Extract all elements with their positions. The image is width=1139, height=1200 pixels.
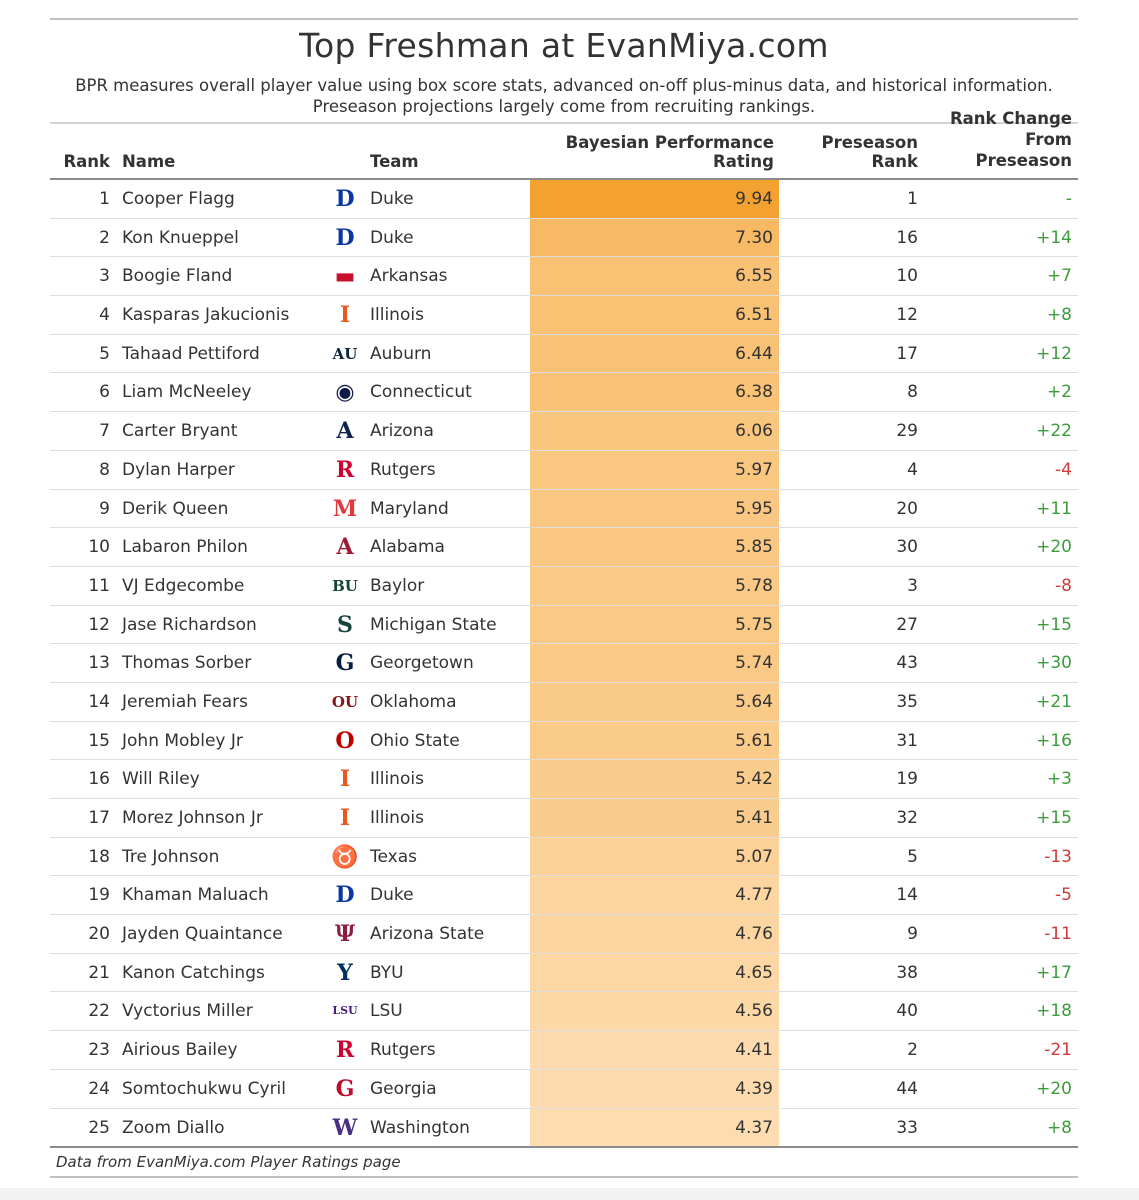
subtitle-rule bbox=[50, 122, 1078, 124]
preseason-rank-cell: 43 bbox=[896, 653, 918, 674]
bpr-cell: 4.76 bbox=[530, 915, 779, 953]
bpr-cell: 7.30 bbox=[530, 219, 779, 257]
preseason-rank-cell: 38 bbox=[896, 962, 918, 983]
header-name[interactable]: Name bbox=[122, 152, 176, 171]
bpr-cell: 5.41 bbox=[530, 799, 779, 837]
table-row bbox=[50, 1031, 1078, 1070]
subtitle-line-2: Preseason projections largely come from recruiting rankings. bbox=[312, 97, 816, 116]
player-name-cell: Khaman Maluach bbox=[122, 885, 269, 906]
rank-change-cell: +16 bbox=[1036, 730, 1072, 751]
table-row bbox=[50, 799, 1078, 838]
rank-cell: 22 bbox=[88, 1001, 110, 1022]
arizona-logo-icon: A bbox=[336, 418, 354, 445]
table-title: Top Freshman at EvanMiya.com bbox=[299, 26, 829, 65]
rank-change-cell: -11 bbox=[1044, 924, 1072, 945]
table-row bbox=[50, 683, 1078, 722]
table-row bbox=[50, 644, 1078, 683]
player-name-cell: Kanon Catchings bbox=[122, 962, 265, 983]
rank-cell: 4 bbox=[99, 305, 110, 326]
header-preseason-rank[interactable]: Preseason Rank bbox=[821, 133, 918, 171]
player-name-cell: Vyctorius Miller bbox=[122, 1001, 253, 1022]
bpr-cell: 4.41 bbox=[530, 1031, 779, 1069]
preseason-rank-cell: 10 bbox=[896, 266, 918, 287]
rank-change-cell: +14 bbox=[1036, 227, 1072, 248]
rank-change-cell: +3 bbox=[1046, 769, 1072, 790]
bpr-cell: 5.95 bbox=[530, 490, 779, 528]
rank-change-cell: -21 bbox=[1044, 1040, 1072, 1061]
player-name-cell: Jeremiah Fears bbox=[122, 691, 248, 712]
texas-longhorn-logo-icon: ♉ bbox=[331, 843, 359, 870]
rank-cell: 17 bbox=[88, 808, 110, 828]
rank-change-cell: +18 bbox=[1036, 1001, 1072, 1022]
player-name-cell: Morez Johnson Jr bbox=[122, 808, 263, 828]
page-bottom-strip bbox=[0, 1188, 1139, 1200]
rank-change-cell: - bbox=[1065, 189, 1072, 209]
bpr-cell: 6.51 bbox=[530, 296, 779, 334]
top-rule bbox=[50, 18, 1078, 20]
rank-change-cell: +17 bbox=[1036, 962, 1072, 983]
team-cell: Duke bbox=[370, 227, 414, 248]
bpr-cell: 6.38 bbox=[530, 373, 779, 411]
preseason-rank-cell: 31 bbox=[896, 730, 918, 751]
player-name-cell: Tahaad Pettiford bbox=[122, 343, 260, 364]
table-header bbox=[50, 109, 1078, 178]
player-name-cell: Jase Richardson bbox=[122, 614, 257, 635]
rank-cell: 11 bbox=[88, 575, 110, 596]
rank-cell: 5 bbox=[99, 343, 110, 364]
bpr-cell: 4.77 bbox=[530, 876, 779, 914]
oklahoma-logo-icon: OU bbox=[331, 692, 359, 711]
preseason-rank-cell: 9 bbox=[907, 924, 918, 945]
table-row bbox=[50, 1109, 1078, 1148]
bpr-cell: 5.74 bbox=[530, 644, 779, 682]
rank-cell: 19 bbox=[88, 885, 110, 906]
team-cell: BYU bbox=[370, 962, 404, 983]
illinois-logo-icon: I bbox=[339, 805, 351, 831]
preseason-rank-cell: 27 bbox=[896, 614, 918, 635]
rank-cell: 6 bbox=[99, 382, 110, 403]
player-name-cell: Zoom Diallo bbox=[122, 1117, 225, 1138]
player-name-cell: Carter Bryant bbox=[122, 421, 238, 442]
header-rank-change-line-1: Rank Change bbox=[949, 109, 1072, 128]
table-row bbox=[50, 296, 1078, 335]
header-rank-change[interactable] bbox=[930, 108, 1072, 171]
rank-cell: 9 bbox=[99, 498, 110, 519]
team-cell: Duke bbox=[370, 189, 414, 209]
table-row bbox=[50, 451, 1078, 490]
rutgers-logo-icon: R bbox=[335, 1037, 355, 1064]
table-row bbox=[50, 528, 1078, 567]
bpr-cell: 5.75 bbox=[530, 606, 779, 644]
bpr-cell: 5.61 bbox=[530, 722, 779, 760]
rank-change-cell: +12 bbox=[1036, 343, 1072, 364]
table-row bbox=[50, 335, 1078, 374]
bpr-cell: 4.65 bbox=[530, 954, 779, 992]
preseason-rank-cell: 33 bbox=[896, 1117, 918, 1138]
team-cell: Maryland bbox=[370, 498, 449, 519]
bpr-cell: 5.07 bbox=[530, 838, 779, 876]
table-row bbox=[50, 180, 1078, 219]
rutgers-logo-icon: R bbox=[335, 456, 355, 483]
bpr-cell: 5.78 bbox=[530, 567, 779, 605]
player-name-cell: Thomas Sorber bbox=[122, 653, 252, 674]
ohio-state-logo-icon: O bbox=[335, 727, 355, 754]
rank-cell: 18 bbox=[88, 846, 110, 867]
rank-cell: 12 bbox=[88, 614, 110, 635]
arkansas-razorback-logo-icon: ▬ bbox=[334, 263, 356, 290]
team-cell: Duke bbox=[370, 885, 414, 906]
player-name-cell: Liam McNeeley bbox=[122, 382, 252, 403]
michigan-state-spartan-logo-icon: S bbox=[337, 611, 353, 638]
table-row bbox=[50, 915, 1078, 954]
preseason-rank-cell: 29 bbox=[896, 421, 918, 442]
rank-cell: 10 bbox=[88, 537, 110, 558]
illinois-logo-icon: I bbox=[339, 302, 351, 329]
preseason-rank-cell: 14 bbox=[896, 885, 918, 906]
rank-change-cell: -5 bbox=[1055, 885, 1072, 906]
team-cell: Texas bbox=[370, 846, 417, 867]
team-cell: Michigan State bbox=[370, 614, 497, 635]
header-rank[interactable]: Rank bbox=[63, 152, 110, 171]
uconn-husky-logo-icon: ◉ bbox=[335, 379, 355, 406]
rank-change-cell: +21 bbox=[1036, 691, 1072, 712]
player-name-cell: Will Riley bbox=[122, 769, 200, 790]
rank-change-cell: +7 bbox=[1046, 266, 1072, 287]
rank-change-cell: +15 bbox=[1036, 614, 1072, 635]
bpr-cell: 6.55 bbox=[530, 257, 779, 295]
table-row bbox=[50, 838, 1078, 877]
player-name-cell: Boogie Fland bbox=[122, 266, 233, 287]
player-name-cell: Somtochukwu Cyril bbox=[122, 1078, 287, 1099]
table-row bbox=[50, 954, 1078, 993]
player-name-cell: Kasparas Jakucionis bbox=[122, 305, 290, 326]
bpr-cell: 5.85 bbox=[530, 528, 779, 566]
rank-change-cell: -4 bbox=[1055, 459, 1072, 480]
preseason-rank-cell: 8 bbox=[907, 382, 918, 403]
table-row bbox=[50, 876, 1078, 915]
table-row bbox=[50, 257, 1078, 296]
table-row bbox=[50, 722, 1078, 761]
rank-change-cell: +8 bbox=[1046, 305, 1072, 326]
rank-change-cell: +20 bbox=[1036, 537, 1072, 558]
header-rank-change-line-2: From Preseason bbox=[975, 130, 1072, 170]
team-cell: Rutgers bbox=[370, 1040, 436, 1061]
rank-cell: 1 bbox=[99, 189, 110, 209]
bpr-cell: 4.37 bbox=[530, 1109, 779, 1147]
bpr-cell: 4.56 bbox=[530, 992, 779, 1030]
footer-rule bbox=[50, 1176, 1078, 1178]
player-name-cell: Kon Knueppel bbox=[122, 227, 239, 248]
rank-cell: 25 bbox=[88, 1117, 110, 1138]
team-cell: Washington bbox=[370, 1117, 470, 1138]
alabama-logo-icon: A bbox=[336, 534, 354, 561]
rank-cell: 23 bbox=[88, 1040, 110, 1061]
rank-change-cell: +22 bbox=[1036, 421, 1072, 442]
georgetown-logo-icon: G bbox=[335, 650, 355, 677]
preseason-rank-cell: 30 bbox=[896, 537, 918, 558]
bpr-cell: 9.94 bbox=[530, 180, 779, 218]
player-name-cell: Jayden Quaintance bbox=[122, 924, 283, 945]
table-row bbox=[50, 412, 1078, 451]
team-cell: Connecticut bbox=[370, 382, 472, 403]
team-cell: Arizona State bbox=[370, 924, 485, 945]
source-note: Data from EvanMiya.com Player Ratings page bbox=[56, 1153, 401, 1171]
player-name-cell: Cooper Flagg bbox=[122, 189, 235, 209]
rank-change-cell: -13 bbox=[1044, 846, 1072, 867]
team-cell: Illinois bbox=[370, 808, 424, 828]
table-row bbox=[50, 373, 1078, 412]
preseason-rank-cell: 17 bbox=[896, 343, 918, 364]
rank-cell: 3 bbox=[99, 266, 110, 287]
preseason-rank-cell: 12 bbox=[896, 305, 918, 326]
rank-change-cell: -8 bbox=[1055, 575, 1072, 596]
player-name-cell: Airious Bailey bbox=[122, 1040, 238, 1061]
table-row bbox=[50, 490, 1078, 529]
table-row bbox=[50, 760, 1078, 799]
team-cell: Illinois bbox=[370, 305, 424, 326]
rank-cell: 2 bbox=[99, 227, 110, 248]
player-name-cell: Derik Queen bbox=[122, 498, 229, 519]
arizona-state-pitchfork-logo-icon: Ψ bbox=[334, 921, 356, 948]
preseason-rank-cell: 32 bbox=[896, 808, 918, 828]
team-cell: Baylor bbox=[370, 575, 425, 596]
table-row bbox=[50, 992, 1078, 1031]
team-cell: Arizona bbox=[370, 421, 434, 442]
header-bpr[interactable]: Bayesian Performance Rating bbox=[565, 133, 774, 171]
preseason-rank-cell: 2 bbox=[907, 1040, 918, 1061]
rank-cell: 16 bbox=[88, 769, 110, 790]
team-cell: LSU bbox=[370, 1001, 403, 1022]
bpr-cell: 5.64 bbox=[530, 683, 779, 721]
rank-change-cell: +30 bbox=[1036, 653, 1072, 674]
subtitle-line-1: BPR measures overall player value using box score stats, advanced on-off plus-minus data, and historical information. bbox=[75, 76, 1053, 95]
byu-logo-icon: Y bbox=[337, 959, 353, 986]
rank-cell: 20 bbox=[88, 924, 110, 945]
preseason-rank-cell: 19 bbox=[896, 769, 918, 790]
preseason-rank-cell: 4 bbox=[907, 459, 918, 480]
duke-logo-icon: D bbox=[335, 186, 355, 212]
lsu-logo-icon: LSU bbox=[332, 1004, 358, 1018]
team-cell: Ohio State bbox=[370, 730, 460, 751]
player-name-cell: Tre Johnson bbox=[122, 846, 220, 867]
bottom-rule bbox=[50, 1146, 1078, 1148]
preseason-rank-cell: 3 bbox=[907, 575, 918, 596]
rank-cell: 13 bbox=[88, 653, 110, 674]
rank-cell: 15 bbox=[88, 730, 110, 751]
player-name-cell: Labaron Philon bbox=[122, 537, 248, 558]
table-row bbox=[50, 1070, 1078, 1109]
team-cell: Arkansas bbox=[370, 266, 448, 287]
duke-logo-icon: D bbox=[335, 224, 355, 251]
bpr-cell: 4.39 bbox=[530, 1070, 779, 1108]
rank-change-cell: +2 bbox=[1046, 382, 1072, 403]
bpr-cell: 5.97 bbox=[530, 451, 779, 489]
rank-change-cell: +11 bbox=[1036, 498, 1072, 519]
rank-cell: 24 bbox=[88, 1078, 110, 1099]
duke-logo-icon: D bbox=[335, 882, 355, 909]
rank-cell: 8 bbox=[99, 459, 110, 480]
rank-change-cell: +8 bbox=[1046, 1117, 1072, 1138]
illinois-logo-icon: I bbox=[339, 766, 351, 793]
team-cell: Auburn bbox=[370, 343, 432, 364]
team-cell: Oklahoma bbox=[370, 691, 457, 712]
table-body bbox=[50, 180, 1078, 1147]
table-row bbox=[50, 567, 1078, 606]
team-cell: Illinois bbox=[370, 769, 424, 790]
table-row bbox=[50, 219, 1078, 258]
rank-change-cell: +20 bbox=[1036, 1078, 1072, 1099]
rank-cell: 7 bbox=[99, 421, 110, 442]
washington-logo-icon: W bbox=[332, 1114, 358, 1141]
maryland-logo-icon: M bbox=[332, 495, 358, 522]
preseason-rank-cell: 5 bbox=[907, 846, 918, 867]
preseason-rank-cell: 40 bbox=[896, 1001, 918, 1022]
header-team[interactable]: Team bbox=[370, 152, 419, 171]
player-name-cell: Dylan Harper bbox=[122, 459, 235, 480]
preseason-rank-cell: 1 bbox=[907, 189, 918, 209]
bpr-cell: 5.42 bbox=[530, 760, 779, 798]
rank-cell: 21 bbox=[88, 962, 110, 983]
player-name-cell: John Mobley Jr bbox=[122, 730, 243, 751]
team-cell: Alabama bbox=[370, 537, 445, 558]
auburn-logo-icon: AU bbox=[332, 344, 358, 363]
team-cell: Georgetown bbox=[370, 653, 474, 674]
preseason-rank-cell: 44 bbox=[896, 1078, 918, 1099]
rank-cell: 14 bbox=[88, 691, 110, 712]
player-name-cell: VJ Edgecombe bbox=[122, 575, 245, 596]
team-cell: Georgia bbox=[370, 1078, 437, 1099]
table-subtitle bbox=[50, 75, 1078, 117]
preseason-rank-cell: 16 bbox=[896, 227, 918, 248]
preseason-rank-cell: 20 bbox=[896, 498, 918, 519]
bpr-cell: 6.06 bbox=[530, 412, 779, 450]
preseason-rank-cell: 35 bbox=[896, 691, 918, 712]
baylor-logo-icon: BU bbox=[332, 576, 358, 595]
rank-change-cell: +15 bbox=[1036, 808, 1072, 828]
georgia-logo-icon: G bbox=[335, 1075, 355, 1102]
table-row bbox=[50, 606, 1078, 645]
team-cell: Rutgers bbox=[370, 459, 436, 480]
bpr-cell: 6.44 bbox=[530, 335, 779, 373]
